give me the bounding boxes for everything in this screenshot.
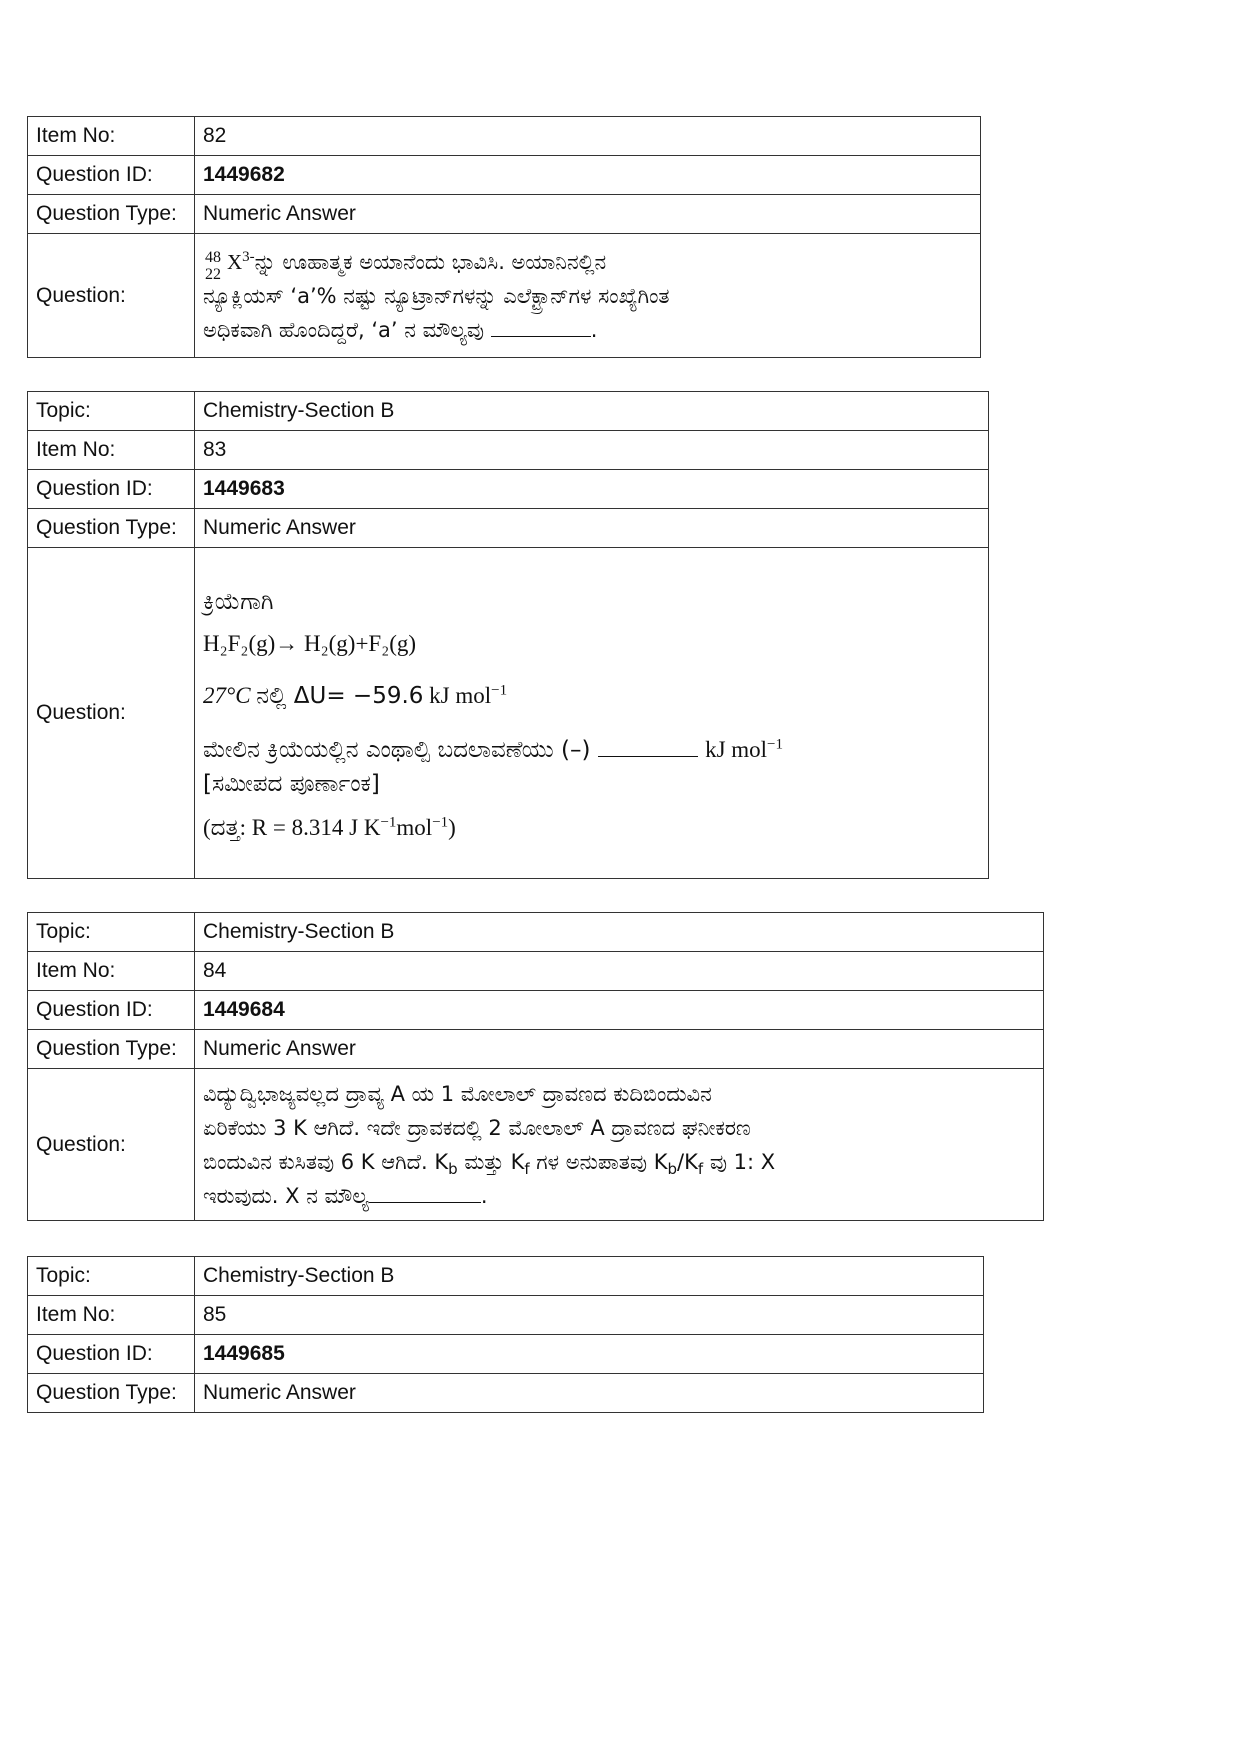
row-item-no xyxy=(28,1296,984,1335)
question-id-label: Question ID: xyxy=(28,156,195,195)
question-text: ಏರಿಕೆಯು 3 K ಆಗಿದೆ. ಇದೇ ದ್ರಾವಕದಲ್ಲಿ 2 ಮೋಲಾಲ್ A ದ್ರಾವಣದ ಘನೀಕರಣ xyxy=(203,1115,751,1140)
subscript: f xyxy=(524,1159,530,1178)
topic-value: Chemistry-Section B xyxy=(195,1257,984,1296)
ask-text: ಮೇಲಿನ ಕ್ರಿಯೆಯಲ್ಲಿನ ಎಂಥಾಲ್ಪಿ ಬದಲಾವಣೆಯು (–) xyxy=(203,737,591,763)
question-type-value: Numeric Answer xyxy=(195,509,989,548)
topic-value: Chemistry-Section B xyxy=(195,913,1044,952)
nuclide-notation xyxy=(203,245,227,283)
question-id-label: Question ID: xyxy=(28,991,195,1030)
item-no-value: 84 xyxy=(195,952,1044,991)
question-id-value: 1449685 xyxy=(195,1335,984,1374)
question-type-label: Question Type: xyxy=(28,1030,195,1069)
question-text: /K xyxy=(677,1149,698,1174)
given-text: (ದತ್ತ: R = 8.314 J K xyxy=(203,815,381,840)
subscript: b xyxy=(448,1159,458,1178)
row-question-type xyxy=(28,195,981,234)
question-text: ಅಧಿಕವಾಗಿ ಹೊಂದಿದ್ದರೆ, ‘a’ ನ ಮೌಲ್ಯವು xyxy=(203,317,484,342)
temperature: 27°C xyxy=(203,683,251,708)
question-line: ಅಧಿಕವಾಗಿ ಹೊಂದಿದ್ದರೆ, ‘a’ ನ ಮೌಲ್ಯವು . xyxy=(203,317,598,342)
item-no-value: 85 xyxy=(195,1296,984,1335)
question-intro: ಕ್ರಿಯೆಗಾಗಿ xyxy=(203,589,274,615)
row-question-id xyxy=(28,1335,984,1374)
question-table-82 xyxy=(27,116,981,358)
row-question-type xyxy=(28,509,989,548)
row-question xyxy=(28,234,981,358)
nuclide-symbol: X xyxy=(227,249,243,274)
topic-label: Topic: xyxy=(28,392,195,431)
question-id-label: Question ID: xyxy=(28,470,195,509)
question-text: ನ್ಯೂಕ್ಲಿಯಸ್ ‘a’% ನಷ್ಟು ನ್ಯೂಟ್ರಾನ್‌ಗಳನ್ನು ಎಲೆಕ್ಟ್ರಾನ್‌ಗಳ ಸಂಖ್ಯೆಗಿಂತ xyxy=(203,283,670,308)
question-id-value: 1449682 xyxy=(195,156,981,195)
question-table-85 xyxy=(27,1256,984,1413)
row-question xyxy=(28,548,989,879)
question-type-value: Numeric Answer xyxy=(195,195,981,234)
subscript: b xyxy=(667,1159,678,1178)
question-id-value: 1449684 xyxy=(195,991,1044,1030)
given-end: ) xyxy=(448,815,456,840)
ask-unit: kJ mol xyxy=(705,737,768,762)
condition-line xyxy=(203,679,980,713)
question-body xyxy=(195,234,981,358)
condition-exponent: −1 xyxy=(491,682,508,699)
question-type-label: Question Type: xyxy=(28,1374,195,1413)
question-text: ವು 1: X xyxy=(703,1149,776,1174)
row-question-type xyxy=(28,1374,984,1413)
question-line xyxy=(203,1145,1035,1179)
given-exponent: −1 xyxy=(432,814,449,831)
mass-number: 48 xyxy=(205,248,221,266)
question-table-84 xyxy=(27,912,1044,1221)
row-question-type xyxy=(28,1030,1044,1069)
item-no-value: 83 xyxy=(195,431,989,470)
question-body xyxy=(195,1069,1044,1221)
answer-blank xyxy=(598,736,698,757)
question-type-value: Numeric Answer xyxy=(195,1030,1044,1069)
item-no-label: Item No: xyxy=(28,117,195,156)
question-text: ಇರುವುದು. X ನ ಮೌಲ್ಯ xyxy=(203,1183,369,1208)
condition-text: ನಲ್ಲಿ ΔU= −59.6 xyxy=(256,683,424,709)
question-label: Question: xyxy=(28,234,195,358)
item-no-label: Item No: xyxy=(28,431,195,470)
given-unit: mol xyxy=(396,815,433,840)
row-topic xyxy=(28,1257,984,1296)
row-item-no xyxy=(28,952,1044,991)
item-no-label: Item No: xyxy=(28,1296,195,1335)
ion-charge: 3- xyxy=(242,248,255,265)
row-question xyxy=(28,1069,1044,1221)
question-type-value: Numeric Answer xyxy=(195,1374,984,1413)
given-exponent: −1 xyxy=(380,814,397,831)
question-text: ವಿದ್ಯುದ್ವಿಭಾಜ್ಯವಲ್ಲದ ದ್ರಾವ್ಯ A ಯ 1 ಮೋಲಾಲ್ ದ್ರಾವಣದ ಕುದಿಬಿಂದುವಿನ xyxy=(203,1081,712,1106)
item-no-label: Item No: xyxy=(28,952,195,991)
row-question-id xyxy=(28,156,981,195)
item-no-value: 82 xyxy=(195,117,981,156)
question-text: ಗಳ ಅನುಪಾತವು K xyxy=(529,1149,668,1174)
condition-unit: kJ mol xyxy=(429,683,492,708)
atomic-number: 22 xyxy=(205,265,221,283)
question-line: ಇರುವುದು. X ನ ಮೌಲ್ಯ . xyxy=(203,1183,488,1208)
row-item-no xyxy=(28,117,981,156)
question-text: ಮತ್ತು K xyxy=(457,1149,525,1174)
reaction-equation: H₂F₂(g)→ H₂(g)+F₂(g) xyxy=(203,631,417,656)
question-id-value: 1449683 xyxy=(195,470,989,509)
ask-note: [ಸಮೀಪದ ಪೂರ್ಣಾಂಕ] xyxy=(203,771,380,797)
row-topic xyxy=(28,392,989,431)
topic-label: Topic: xyxy=(28,913,195,952)
question-text: ಬಿಂದುವಿನ ಕುಸಿತವು 6 K ಆಗಿದೆ. K xyxy=(203,1149,449,1174)
question-label: Question: xyxy=(28,1069,195,1221)
question-line xyxy=(203,245,972,283)
ask-line xyxy=(203,733,980,767)
question-id-label: Question ID: xyxy=(28,1335,195,1374)
ask-exponent: −1 xyxy=(767,736,784,753)
row-topic xyxy=(28,913,1044,952)
row-question-id xyxy=(28,991,1044,1030)
row-item-no xyxy=(28,431,989,470)
question-type-label: Question Type: xyxy=(28,509,195,548)
answer-blank xyxy=(491,316,591,337)
answer-blank xyxy=(369,1182,481,1203)
row-question-id xyxy=(28,470,989,509)
question-label: Question: xyxy=(28,548,195,879)
question-text: ನ್ನು ಊಹಾತ್ಮಕ ಅಯಾನೆಂದು ಭಾವಿಸಿ. ಅಯಾನಿನಲ್ಲಿನ xyxy=(254,249,607,274)
topic-value: Chemistry-Section B xyxy=(195,392,989,431)
question-type-label: Question Type: xyxy=(28,195,195,234)
subscript: f xyxy=(697,1159,704,1178)
topic-label: Topic: xyxy=(28,1257,195,1296)
given-line xyxy=(203,815,980,841)
question-table-83 xyxy=(27,391,989,879)
question-body xyxy=(195,548,989,879)
